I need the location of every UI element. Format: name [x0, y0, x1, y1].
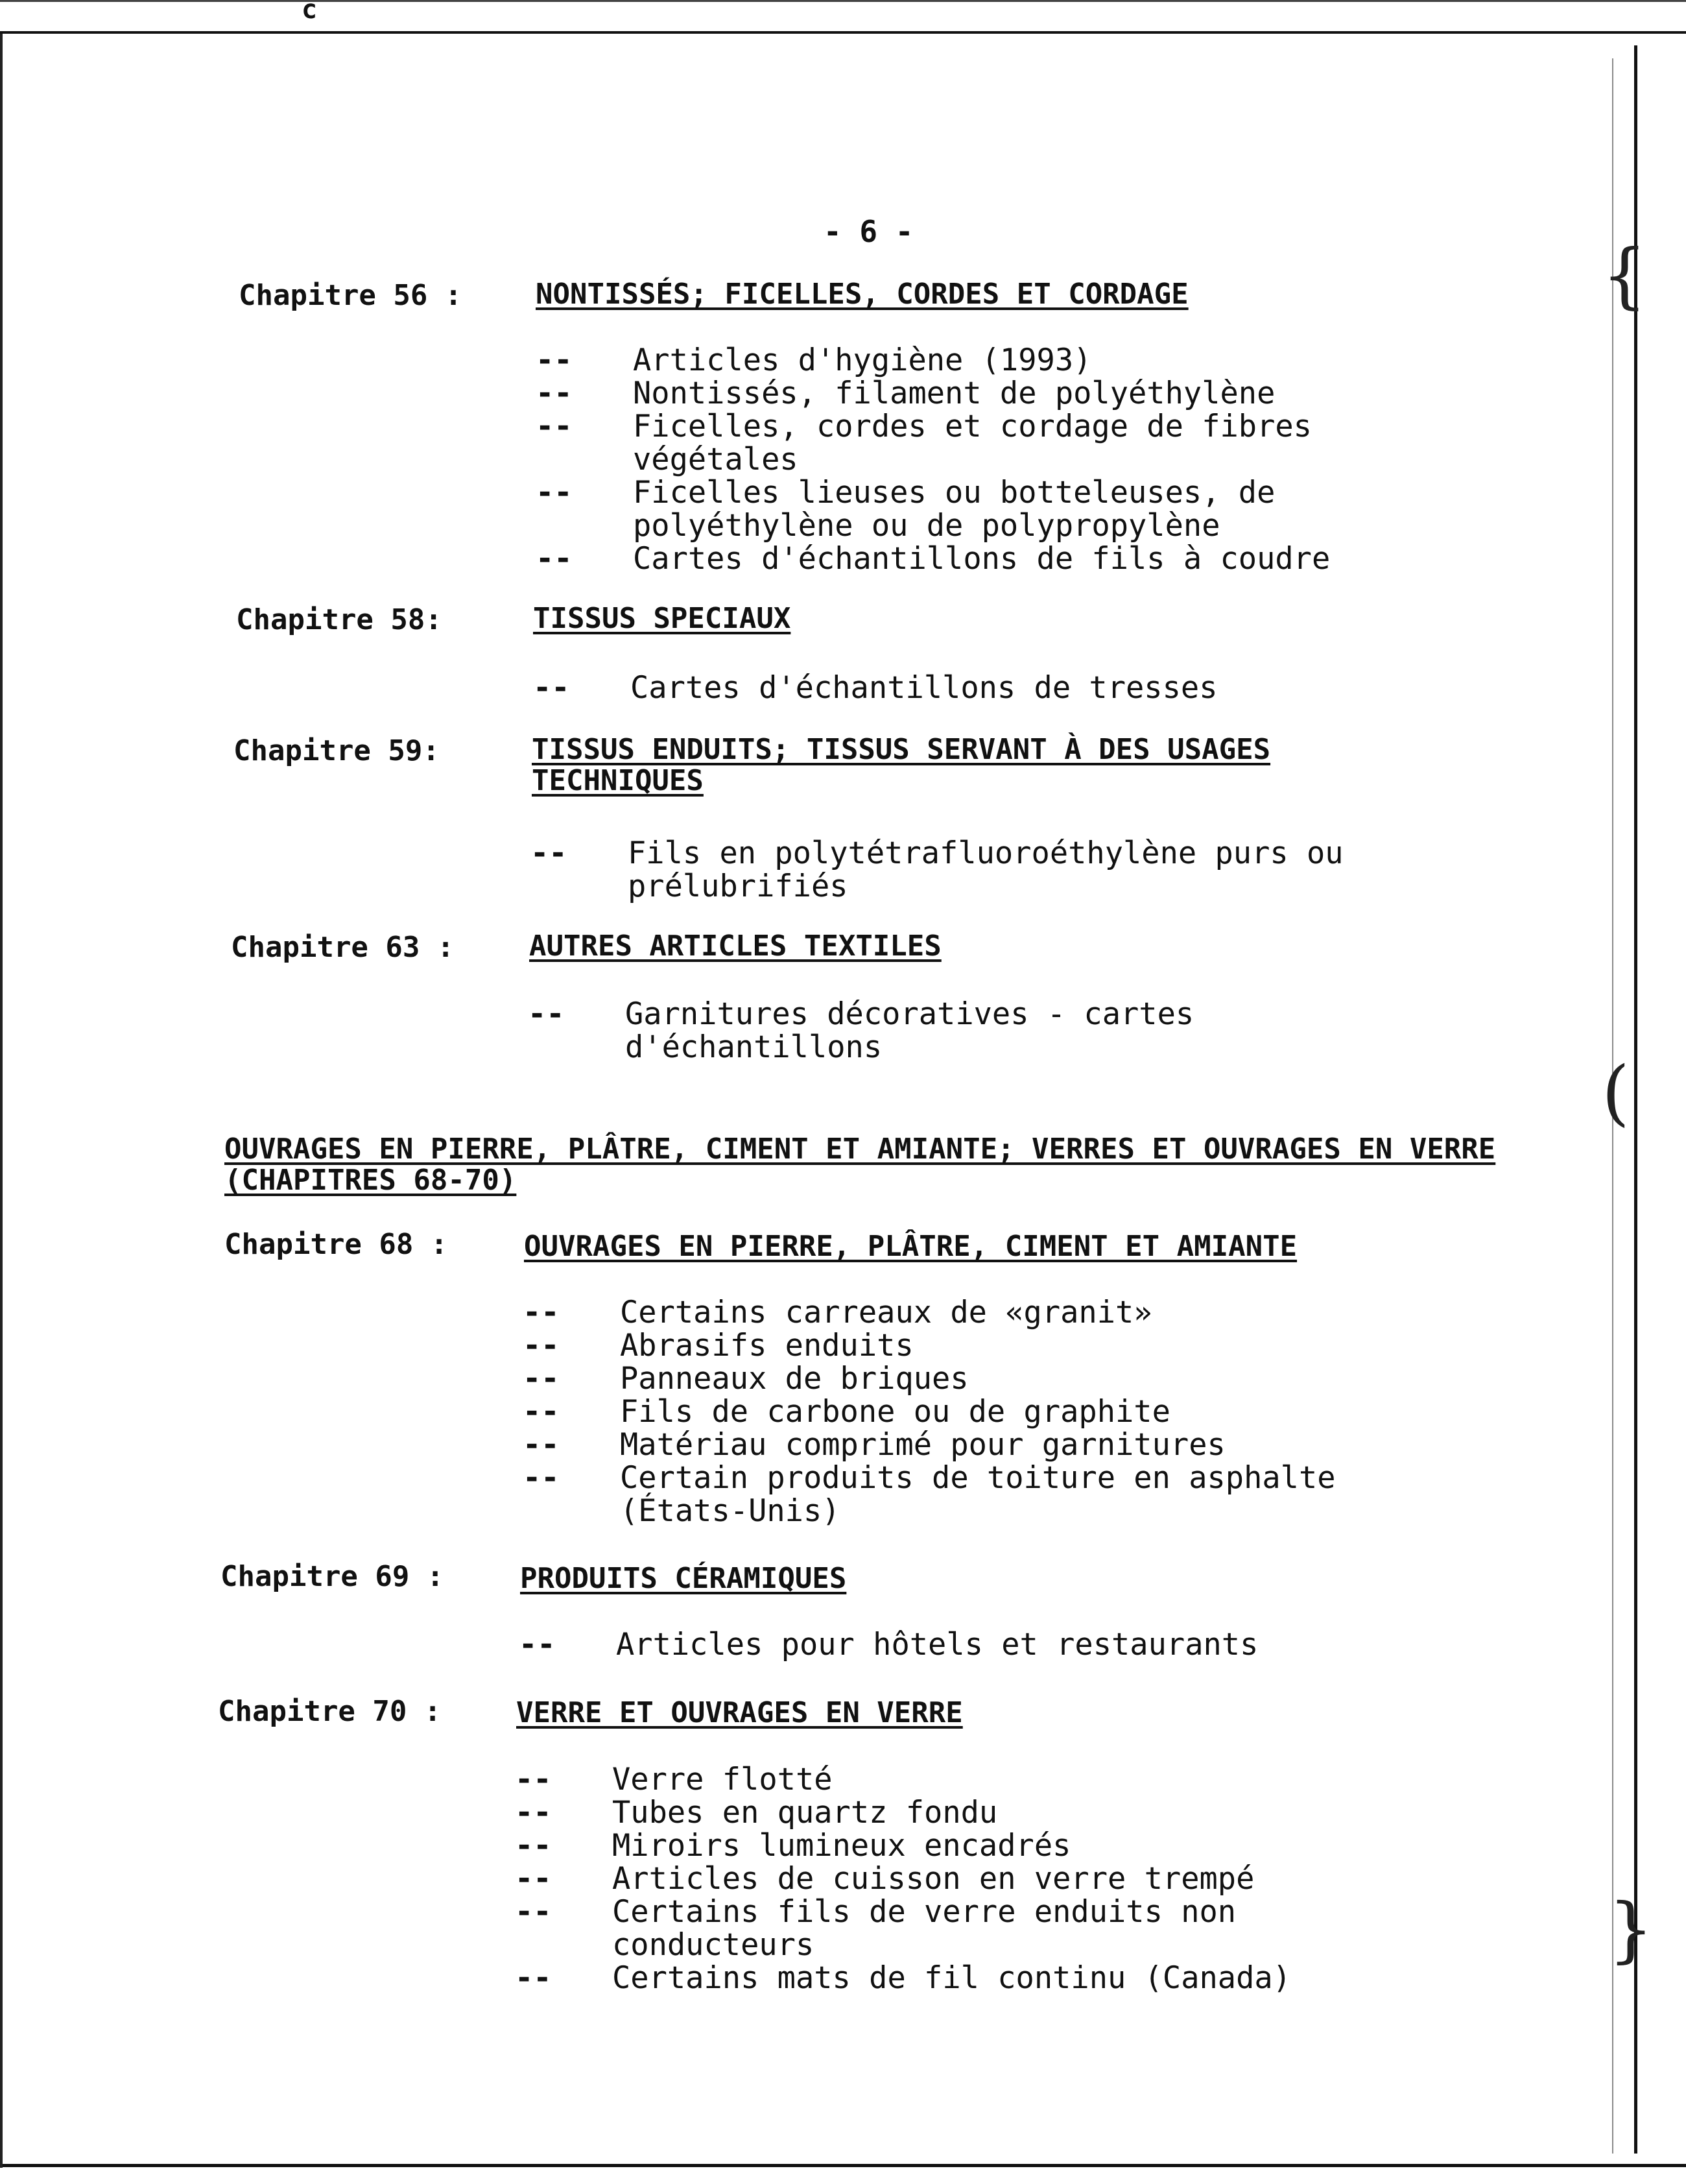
dash-marker: -- [536, 475, 573, 510]
section-heading: OUVRAGES EN PIERRE, PLÂTRE, CIMENT ET AMIANTE; VERRES ET OUVRAGES EN VERRE (CHAPITRES 68-70) [224, 1133, 1496, 1197]
list-item [523, 1395, 1469, 1428]
list-item [536, 410, 1379, 476]
list-item [515, 1895, 1332, 1962]
chapter-item-list [515, 1763, 1462, 1995]
item-text: Certains fils de verre enduits non conducteurs [612, 1894, 1237, 1963]
list-item [536, 542, 1476, 575]
binding-bracket-mark: { [1602, 234, 1647, 317]
dash-marker: -- [515, 1861, 552, 1897]
item-text: Nontissés, filament de polyéthylène [633, 376, 1276, 411]
chapter-title: TISSUS SPECIAUX [533, 602, 791, 635]
dash-marker: -- [536, 376, 573, 411]
dash-marker: -- [515, 1894, 552, 1930]
list-item [515, 1862, 1462, 1895]
list-item [536, 377, 1476, 410]
item-text: Articles d'hygiène (1993) [633, 342, 1092, 378]
list-item [515, 1962, 1462, 1995]
item-text: Matériau comprimé pour garnitures [620, 1427, 1226, 1463]
chapter-label: Chapitre 63 : [231, 931, 455, 964]
item-text: Certains mats de fil continu (Canada) [612, 1960, 1291, 1996]
chapter-title: AUTRES ARTICLES TEXTILES [529, 930, 942, 963]
chapter-item-list [530, 837, 1471, 903]
chapter-title: VERRE ET OUVRAGES EN VERRE [516, 1696, 963, 1729]
list-item [523, 1296, 1469, 1329]
chapter-title: PRODUITS CÉRAMIQUES [520, 1562, 847, 1595]
scan-border-top-thin [0, 0, 1686, 2]
list-item [530, 837, 1471, 903]
dash-marker: -- [523, 1295, 560, 1330]
chapter-item-list [523, 1296, 1469, 1528]
list-item [519, 1628, 1466, 1661]
scan-border-bottom [0, 2164, 1686, 2167]
item-text: Miroirs lumineux encadrés [612, 1828, 1071, 1864]
chapter-title: OUVRAGES EN PIERRE, PLÂTRE, CIMENT ET AMIANTE [524, 1230, 1298, 1263]
page-number: - 6 - [824, 214, 914, 249]
list-item [515, 1796, 1462, 1829]
chapter-item-list [519, 1628, 1466, 1661]
corner-mark: c [302, 0, 318, 25]
list-item [523, 1461, 1463, 1528]
dash-marker: -- [515, 1795, 552, 1830]
chapter-item-list [536, 344, 1476, 575]
list-item [533, 671, 1473, 704]
dash-marker: -- [523, 1460, 560, 1496]
dash-marker: -- [519, 1627, 556, 1662]
item-text: Cartes d'échantillons de tresses [630, 670, 1218, 706]
dash-marker: -- [523, 1328, 560, 1363]
dash-marker: -- [523, 1427, 560, 1463]
item-text: Cartes d'échantillons de fils à coudre [633, 541, 1331, 577]
item-text: Articles de cuisson en verre trempé [612, 1861, 1255, 1897]
chapter-label: Chapitre 69 : [220, 1560, 444, 1593]
chapter-label: Chapitre 58: [236, 603, 442, 636]
dash-marker: -- [515, 1828, 552, 1864]
dash-marker: -- [515, 1960, 552, 1996]
list-item [528, 998, 1306, 1064]
item-text: Ficelles lieuses ou botteleuses, de polyéthylène ou de polypropylène [633, 475, 1276, 544]
item-text: Fils de carbone ou de graphite [620, 1394, 1170, 1430]
dash-marker: -- [523, 1361, 560, 1397]
item-text: Certains carreaux de «granit» [620, 1295, 1152, 1330]
dash-marker: -- [523, 1394, 560, 1430]
list-item [536, 344, 1476, 377]
item-text: Garnitures décoratives - cartes d'échantillons [625, 996, 1194, 1065]
list-item [523, 1362, 1469, 1395]
list-item [515, 1763, 1462, 1796]
chapter-label: Chapitre 59: [233, 734, 440, 767]
scan-border-left [0, 34, 3, 2168]
dash-marker: -- [536, 342, 573, 378]
chapter-title: TISSUS ENDUITS; TISSUS SERVANT À DES USAGES TECHNIQUES [532, 733, 1271, 797]
item-text: Articles pour hôtels et restaurants [616, 1627, 1259, 1662]
list-item [515, 1829, 1462, 1862]
dash-marker: -- [536, 541, 573, 577]
list-item [536, 476, 1379, 542]
dash-marker: -- [528, 996, 565, 1032]
scan-border-right [1634, 45, 1637, 2154]
item-text: Panneaux de briques [620, 1361, 969, 1397]
list-item [523, 1329, 1469, 1362]
chapter-item-list [528, 998, 1468, 1064]
binding-bracket-mark: } [1608, 1888, 1654, 1971]
chapter-title: NONTISSÉS; FICELLES, CORDES ET CORDAGE [536, 278, 1189, 311]
item-text: Fils en polytétrafluoroéthylène purs ou prélubrifiés [628, 835, 1344, 904]
item-text: Certain produits de toiture en asphalte (États-Unis) [620, 1460, 1336, 1529]
scan-border-top [0, 31, 1686, 34]
list-item [523, 1428, 1469, 1461]
chapter-label: Chapitre 70 : [218, 1695, 442, 1728]
item-text: Verre flotté [612, 1762, 833, 1797]
item-text: Abrasifs enduits [620, 1328, 914, 1363]
chapter-item-list [533, 671, 1473, 704]
item-text: Tubes en quartz fondu [612, 1795, 998, 1830]
dash-marker: -- [530, 835, 567, 871]
dash-marker: -- [515, 1762, 552, 1797]
item-text: Ficelles, cordes et cordage de fibres végétales [633, 409, 1312, 477]
dash-marker: -- [533, 670, 570, 706]
chapter-label: Chapitre 68 : [224, 1228, 448, 1261]
binding-bracket-mark: ( [1602, 1051, 1630, 1134]
dash-marker: -- [536, 409, 573, 444]
chapter-label: Chapitre 56 : [239, 279, 462, 312]
